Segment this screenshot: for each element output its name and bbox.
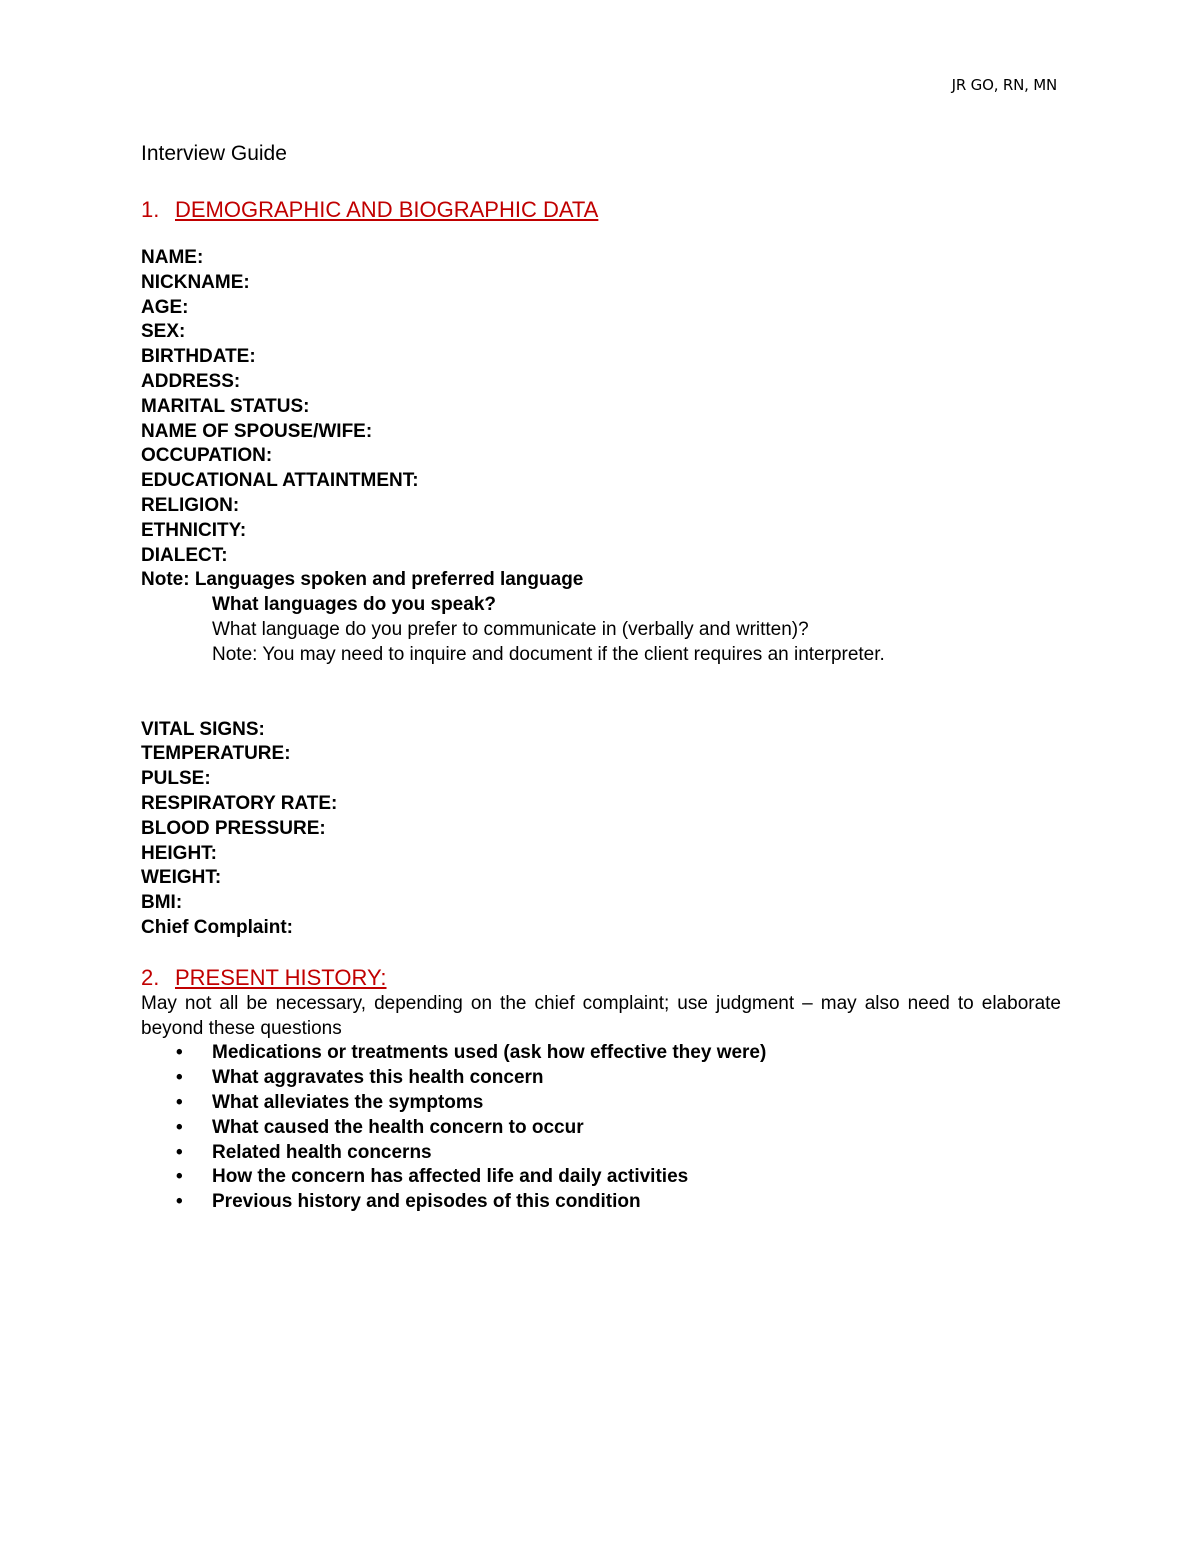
list-item-text: What caused the health concern to occur <box>212 1116 584 1138</box>
bullet-icon: • <box>176 1091 183 1113</box>
preferred-language-question: What language do you prefer to communicate in (verbally and written)? <box>212 618 809 640</box>
bullet-icon: • <box>176 1166 183 1188</box>
list-item <box>141 1141 1061 1166</box>
section-1-title: DEMOGRAPHIC AND BIOGRAPHIC DATA <box>175 197 599 222</box>
field-label: MARITAL STATUS: <box>141 395 310 417</box>
vital-field-label: HEIGHT: <box>141 842 217 864</box>
vital-field-label: VITAL SIGNS: <box>141 718 265 740</box>
present-history-intro: May not all be necessary, depending on the chief complaint; use judgment – may also need to elaborate beyond these questions <box>141 992 1061 1039</box>
field-label: NICKNAME: <box>141 271 250 293</box>
present-history-list <box>141 1041 1061 1215</box>
bullet-icon: • <box>176 1116 183 1138</box>
list-item-text: Related health concerns <box>212 1141 432 1163</box>
bullet-icon: • <box>176 1042 183 1064</box>
list-item-text: What aggravates this health concern <box>212 1067 544 1089</box>
interpreter-note: Note: You may need to inquire and document if the client requires an interpreter. <box>212 643 885 665</box>
section-1-heading <box>141 196 1061 224</box>
field-label: NAME OF SPOUSE/WIFE: <box>141 420 373 442</box>
field-label: BIRTHDATE: <box>141 346 256 368</box>
vital-field-label: BMI: <box>141 892 183 914</box>
vital-signs-list <box>141 718 1061 941</box>
bullet-icon: • <box>176 1141 183 1163</box>
author-header: JR GO, RN, MN <box>951 76 1057 94</box>
field-label: NAME: <box>141 247 204 268</box>
document-body <box>141 140 1061 1215</box>
field-label: DIALECT: <box>141 544 228 566</box>
chief-complaint-label: Chief Complaint: <box>141 916 293 938</box>
vital-field-label: TEMPERATURE: <box>141 743 291 765</box>
field-label: AGE: <box>141 296 189 318</box>
vital-field-label: RESPIRATORY RATE: <box>141 792 338 814</box>
vital-field-label: BLOOD PRESSURE: <box>141 817 326 839</box>
list-item-text: What alleviates the symptoms <box>212 1091 484 1113</box>
field-label: ADDRESS: <box>141 370 241 392</box>
list-item <box>141 1091 1061 1116</box>
list-item-text: Previous history and episodes of this condition <box>212 1191 641 1213</box>
list-item <box>141 1116 1061 1141</box>
section-1-number: 1. <box>141 197 160 222</box>
language-note-label: Note: Languages spoken and preferred language <box>141 569 584 591</box>
vital-field-label: PULSE: <box>141 768 211 790</box>
field-label: ETHNICITY: <box>141 519 247 541</box>
field-label: OCCUPATION: <box>141 445 273 467</box>
field-label: EDUCATIONAL ATTAINTMENT: <box>141 470 419 492</box>
list-item <box>141 1190 1061 1215</box>
section-2-number: 2. <box>141 964 160 990</box>
list-item-text: Medications or treatments used (ask how effective they were) <box>212 1042 767 1064</box>
field-label: SEX: <box>141 321 186 343</box>
language-question: What languages do you speak? <box>212 594 496 616</box>
bullet-icon: • <box>176 1067 183 1089</box>
list-item <box>141 1041 1061 1066</box>
page-title: Interview Guide <box>141 142 287 165</box>
vital-field-label: WEIGHT: <box>141 867 222 889</box>
field-label: RELIGION: <box>141 494 240 516</box>
spacer <box>141 668 1061 718</box>
section-2-heading <box>141 964 1061 992</box>
spacer <box>141 941 1061 964</box>
section-2-title: PRESENT HISTORY: <box>175 964 387 990</box>
list-item <box>141 1066 1061 1091</box>
list-item <box>141 1165 1061 1190</box>
demographic-field-list <box>141 246 1061 668</box>
bullet-icon: • <box>176 1191 183 1213</box>
list-item-text: How the concern has affected life and daily activities <box>212 1166 689 1188</box>
